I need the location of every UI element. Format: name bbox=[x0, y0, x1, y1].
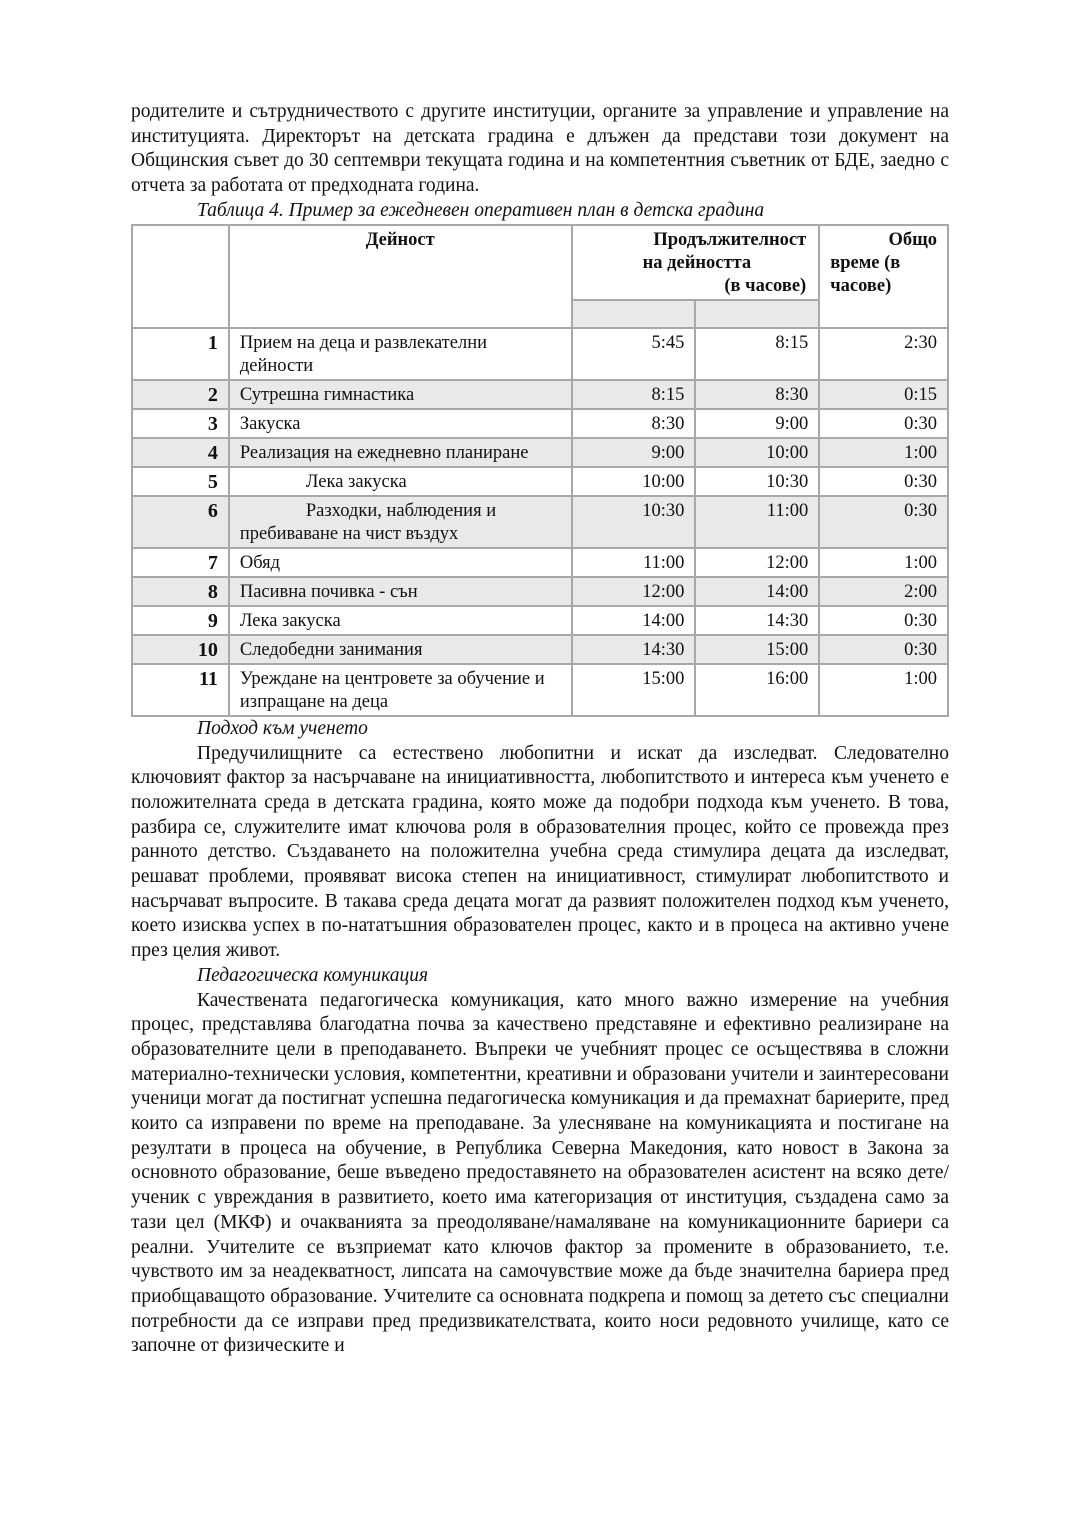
row-start: 5:45 bbox=[572, 328, 696, 380]
row-total: 0:30 bbox=[819, 467, 948, 496]
row-start: 15:00 bbox=[572, 664, 696, 716]
table-row bbox=[132, 606, 948, 635]
table-row bbox=[132, 438, 948, 467]
row-start: 10:30 bbox=[572, 496, 696, 548]
row-number: 3 bbox=[132, 409, 229, 438]
header-duration-line2: на дейността bbox=[642, 252, 752, 273]
row-total: 0:30 bbox=[819, 606, 948, 635]
row-activity: Закуска bbox=[229, 409, 572, 438]
table-row bbox=[132, 409, 948, 438]
row-activity: Уреждане на центровете за обучение и изпращане на деца bbox=[229, 664, 572, 716]
row-activity: Следобедни занимания bbox=[229, 635, 572, 664]
daily-plan-table bbox=[131, 224, 949, 717]
table-caption: Таблица 4. Пример за ежедневен оперативен план в детска градина bbox=[197, 199, 765, 221]
row-total: 1:00 bbox=[819, 664, 948, 716]
header-total-line1: Общо bbox=[888, 229, 937, 250]
header-duration-line3: (в часове) bbox=[724, 275, 807, 296]
row-end: 8:15 bbox=[695, 328, 819, 380]
header-number bbox=[132, 225, 229, 328]
row-end: 11:00 bbox=[695, 496, 819, 548]
row-activity: Лека закуска bbox=[229, 467, 572, 496]
table-row bbox=[132, 577, 948, 606]
row-total: 0:15 bbox=[819, 380, 948, 409]
header-total bbox=[819, 225, 948, 328]
row-number: 11 bbox=[132, 664, 229, 716]
table-row bbox=[132, 328, 948, 380]
table-header-row bbox=[132, 225, 948, 300]
row-total: 2:00 bbox=[819, 577, 948, 606]
row-end: 10:30 bbox=[695, 467, 819, 496]
row-number: 2 bbox=[132, 380, 229, 409]
row-total: 0:30 bbox=[819, 635, 948, 664]
row-total: 0:30 bbox=[819, 409, 948, 438]
row-end: 14:30 bbox=[695, 606, 819, 635]
row-activity: Обяд bbox=[229, 548, 572, 577]
row-activity: Разходки, наблюдения и пребиваване на чист въздух bbox=[229, 496, 572, 548]
section-body-pedagogical-communication: Качествената педагогическа комуникация, като много важно измерение на учебния процес, представлява благодатна почва за качествено представяне и ефективно реализиране на образователните цели в преподаването. Въпреки че учебният процес се осъществява в сложни материално-технически условия, компетентни, креативни и образовани учители и заинтересовани ученици могат да постигнат успешна педагогическа комуникация и да премахнат бариерите, пред които са изправени по време на преподаване. За улесняване на комуникацията и постигане на резултати в процеса на обучение, в Република Северна Македония, като новост в Закона за основното образование, беше въведено предоставянето на образователен асистент на всяко дете/ученик с увреждания в развитието, което има категоризация от институция, създадена само за тази цел (МКФ) и очакванията за преодоляване/намаляване на комуникационните бариери са реални. Учителите се възприемат като ключов фактор за промените в образованието, т.е. чувството им за неадекватност, липсата на самочувствие може да бъде значителна бариера пред приобщаващото образование. Учителите са основната подкрепа и помощ за детето със специални потребности да се изправи пред предизвикателствата, които носи редовното училище, като се започне от физическите и bbox=[131, 989, 949, 1357]
header-duration bbox=[572, 225, 820, 300]
row-number: 4 bbox=[132, 438, 229, 467]
row-number: 7 bbox=[132, 548, 229, 577]
section-heading-pedagogical-communication: Педагогическа комуникация bbox=[197, 964, 429, 986]
row-start: 11:00 bbox=[572, 548, 696, 577]
row-end: 8:30 bbox=[695, 380, 819, 409]
row-end: 12:00 bbox=[695, 548, 819, 577]
header-activity: Дейност bbox=[229, 225, 572, 328]
row-activity: Реализация на ежедневно планиране bbox=[229, 438, 572, 467]
table-row bbox=[132, 467, 948, 496]
row-activity: Сутрешна гимнастика bbox=[229, 380, 572, 409]
row-number: 9 bbox=[132, 606, 229, 635]
header-duration-line1: Продължителност bbox=[653, 229, 807, 250]
intro-paragraph: родителите и сътрудничеството с другите институции, органите за управление и управление на институцията. Директорът на детската градина е длъжен да представи този документ на Общинския съвет до 30 септември текущата година и на компетентния съветник от БДЕ, заедно с отчета за работата от предходната година. bbox=[131, 101, 949, 197]
table-row bbox=[132, 635, 948, 664]
row-start: 9:00 bbox=[572, 438, 696, 467]
document-page bbox=[131, 100, 949, 1359]
row-start: 10:00 bbox=[572, 467, 696, 496]
row-end: 9:00 bbox=[695, 409, 819, 438]
row-activity: Пасивна почивка - сън bbox=[229, 577, 572, 606]
row-activity: Прием на деца и развлекателни дейности bbox=[229, 328, 572, 380]
row-activity: Лека закуска bbox=[229, 606, 572, 635]
row-start: 8:30 bbox=[572, 409, 696, 438]
header-total-line2: време (в bbox=[830, 252, 901, 273]
row-total: 2:30 bbox=[819, 328, 948, 380]
table-row bbox=[132, 664, 948, 716]
row-total: 1:00 bbox=[819, 438, 948, 467]
row-start: 14:30 bbox=[572, 635, 696, 664]
row-number: 8 bbox=[132, 577, 229, 606]
header-total-line3: часове) bbox=[830, 275, 892, 296]
row-total: 0:30 bbox=[819, 496, 948, 548]
row-end: 14:00 bbox=[695, 577, 819, 606]
row-end: 15:00 bbox=[695, 635, 819, 664]
row-start: 14:00 bbox=[572, 606, 696, 635]
section-heading-learning-approach: Подход към ученето bbox=[197, 717, 368, 739]
table-row bbox=[132, 496, 948, 548]
row-start: 8:15 bbox=[572, 380, 696, 409]
table-row bbox=[132, 380, 948, 409]
row-end: 10:00 bbox=[695, 438, 819, 467]
subheader-start bbox=[572, 300, 696, 328]
section-body-learning-approach: Предучилищните са естествено любопитни и искат да изследват. Следователно ключовият фактор за насърчаване на инициативността, любопитството и интереса към ученето е положителната среда в детската градина, която може да подобри подхода към ученето. В това, разбира се, служителите имат ключова роля в образователния процес, който се провежда през ранното детство. Създаването на положителна учебна среда стимулира децата да изследват, решават проблеми, проявяват висока степен на инициативност, стимулират любопитството и насърчават въпросите. В такава среда децата могат да развият положителен подход към ученето, което изисква успех в по-нататъшния образователен процес, както и в процеса на активно учене през целия живот. bbox=[131, 742, 949, 962]
row-number: 6 bbox=[132, 496, 229, 548]
row-total: 1:00 bbox=[819, 548, 948, 577]
row-start: 12:00 bbox=[572, 577, 696, 606]
row-number: 1 bbox=[132, 328, 229, 380]
row-end: 16:00 bbox=[695, 664, 819, 716]
subheader-end bbox=[695, 300, 819, 328]
row-number: 5 bbox=[132, 467, 229, 496]
table-row bbox=[132, 548, 948, 577]
row-number: 10 bbox=[132, 635, 229, 664]
